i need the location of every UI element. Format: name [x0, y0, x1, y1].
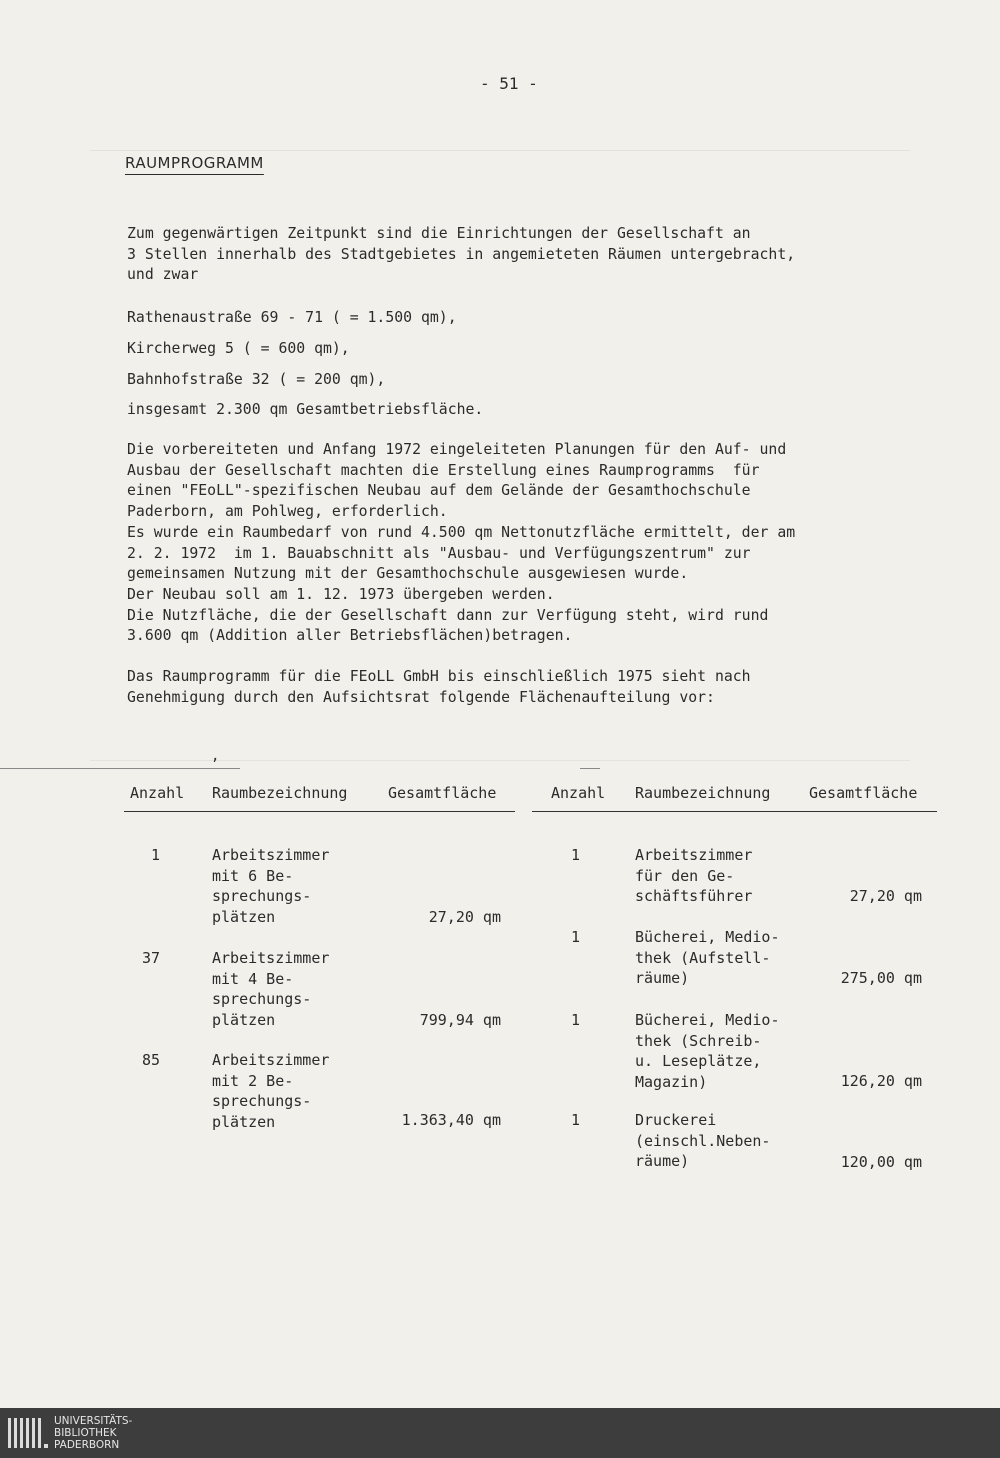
right-row4-flaeche: 120,00 qm	[840, 1153, 922, 1171]
header-flaeche-right: Gesamtfläche	[809, 784, 918, 802]
left-row2-anzahl: 37	[141, 949, 160, 967]
right-row4-raum: Druckerei (einschl.Neben- räume)	[635, 1111, 771, 1171]
right-row3-raum: Bücherei, Medio- thek (Schreib- u. Leseplätze, Magazin)	[635, 1011, 780, 1092]
right-row1-raum: Arbeitszimmer für den Ge- schäftsführer	[635, 846, 753, 906]
left-row3-flaeche: 1.363,40 qm	[401, 1111, 501, 1129]
right-row1-anzahl: 1	[570, 846, 580, 864]
program-paragraph: Das Raumprogramm für die FEoLL GmbH bis einschließlich 1975 sieht nach Genehmigung durch den Aufsichtsrat folgende Flächenaufteilung vor:	[127, 668, 751, 706]
header-flaeche-left: Gesamtfläche	[388, 784, 497, 802]
right-row3-flaeche: 126,20 qm	[840, 1072, 922, 1090]
left-row3-raum: Arbeitszimmer mit 2 Be- sprechungs- plätzen	[212, 1051, 330, 1132]
right-row1-flaeche: 27,20 qm	[849, 887, 922, 905]
page-number: - 51 -	[480, 74, 538, 93]
location-bahnhofstrasse: Bahnhofstraße 32 ( = 200 qm),	[127, 371, 386, 388]
planning-paragraph: Die vorbereiteten und Anfang 1972 eingeleiteten Planungen für den Auf- und Ausbau der Gesellschaft machten die Erstellung eines Raumprogramms für einen "FEoLL"-spezifischen Neubau auf dem Gelände der Gesamthochschule Paderborn, am Pohlweg, erforderlich. Es wurde ein Raumbedarf von rund 4.500 qm Nettonutzfläche ermittelt, der am 2. 2. 1972 im 1. Bauabschnitt als "Ausbau- und Verfügungszentrum" zur gemeinsamen Nutzung mit der Gesamthochschule ausgewiesen wurde. Der Neubau soll am 1. 12. 1973 übergeben werden. Die Nutzfläche, die der Gesellschaft dann zur Verfügung steht, wird rund 3.600 qm (Addition aller Betriebsflächen)betragen.	[127, 441, 796, 645]
right-row2-raum: Bücherei, Medio- thek (Aufstell- räume)	[635, 928, 780, 988]
right-row3-anzahl: 1	[570, 1011, 580, 1029]
section-heading: RAUMPROGRAMM	[125, 154, 264, 172]
header-raum-right: Raumbezeichnung	[635, 784, 771, 802]
header-anzahl-left: Anzahl	[130, 784, 185, 802]
fold-line	[0, 768, 240, 769]
left-row1-raum: Arbeitszimmer mit 6 Be- sprechungs- plätzen	[212, 846, 330, 927]
library-logo-icon	[8, 1414, 48, 1452]
library-name: UNIVERSITÄTS- BIBLIOTHEK PADERBORN	[54, 1415, 133, 1451]
location-total: insgesamt 2.300 qm Gesamtbetriebsfläche.	[127, 401, 484, 418]
stray-mark: ,	[211, 748, 220, 764]
location-rathenaustrasse: Rathenaustraße 69 - 71 ( = 1.500 qm),	[127, 309, 457, 326]
header-raum-left: Raumbezeichnung	[212, 784, 348, 802]
header-anzahl-right: Anzahl	[551, 784, 606, 802]
location-kircherweg: Kircherweg 5 ( = 600 qm),	[127, 340, 350, 357]
right-row4-anzahl: 1	[570, 1111, 580, 1129]
left-row2-raum: Arbeitszimmer mit 4 Be- sprechungs- plätzen	[212, 949, 330, 1030]
left-row1-flaeche: 27,20 qm	[428, 908, 501, 926]
bleed-through-rules	[90, 150, 910, 151]
right-row2-anzahl: 1	[570, 928, 580, 946]
left-row2-flaeche: 799,94 qm	[419, 1011, 501, 1029]
left-row1-anzahl: 1	[150, 846, 160, 864]
left-row3-anzahl: 85	[141, 1051, 160, 1069]
right-row2-flaeche: 275,00 qm	[840, 969, 922, 987]
header-rule-right	[532, 811, 937, 812]
footer-bar	[0, 1408, 1000, 1458]
header-rule-left	[124, 811, 515, 812]
fold-line	[580, 768, 600, 769]
intro-paragraph: Zum gegenwärtigen Zeitpunkt sind die Einrichtungen der Gesellschaft an 3 Stellen innerhalb des Stadtgebietes in angemieteten Räumen untergebracht, und zwar	[127, 225, 796, 284]
